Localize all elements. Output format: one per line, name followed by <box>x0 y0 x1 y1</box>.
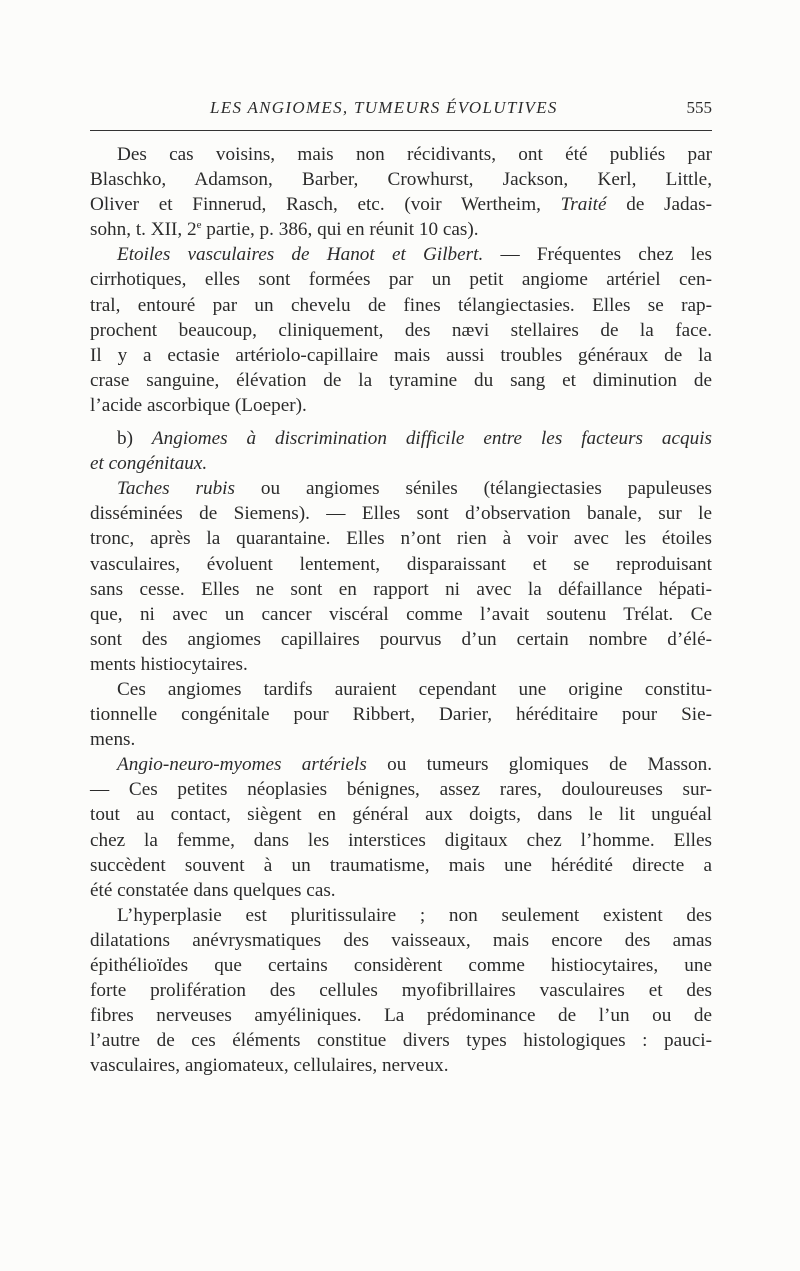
paragraph <box>90 242 712 418</box>
text-line <box>90 267 712 292</box>
text-run: ou angiomes séniles (télangiectasies papuleuses <box>234 478 712 500</box>
text-run: tral, entouré par un chevelu de fines télangiectasies. Elles se rap- <box>90 294 712 316</box>
text-line <box>90 368 712 393</box>
text-line <box>90 242 712 267</box>
paragraph <box>90 426 712 476</box>
text-line <box>90 1003 712 1028</box>
text-line <box>90 1053 712 1078</box>
text-run: chez la femme, dans les interstices digitaux chez l’homme. Elles <box>90 829 712 851</box>
text-line <box>90 217 712 242</box>
text-line <box>90 501 712 526</box>
page-number: 555 <box>686 98 712 117</box>
text-run: Ces angiomes tardifs auraient cependant une origine constitu- <box>117 678 712 700</box>
text-line <box>90 752 712 777</box>
text-line <box>90 1028 712 1053</box>
text-run: tout au contact, siègent en général aux doigts, dans le lit unguéal <box>90 804 712 826</box>
text-line <box>90 903 712 928</box>
text-line <box>90 526 712 551</box>
text-line <box>90 142 712 167</box>
text-run: tronc, après la quarantaine. Elles n’ont rien à voir avec les étoiles <box>90 528 712 550</box>
text-line <box>90 552 712 577</box>
text-line <box>90 777 712 802</box>
text-run: de Jadas- <box>606 194 713 216</box>
text-run: l’autre de ces éléments constitue divers types histologiques : pauci- <box>90 1030 712 1052</box>
text-run: que, ni avec un cancer viscéral comme l’avait soutenu Trélat. Ce <box>90 603 712 625</box>
text-line <box>90 953 712 978</box>
text-run: Il y a ectasie artériolo-capillaire mais aussi troubles généraux de la <box>90 344 712 366</box>
text-line <box>90 928 712 953</box>
text-line <box>90 853 712 878</box>
text-line <box>90 602 712 627</box>
text-line <box>90 978 712 1003</box>
text-line <box>90 451 712 476</box>
paragraph <box>90 752 712 903</box>
text-line <box>90 802 712 827</box>
text-run: cirrhotiques, elles sont formées par un petit angiome artériel cen- <box>90 269 712 291</box>
text-run: succèdent souvent à un traumatisme, mais une hérédité directe a <box>90 854 712 876</box>
text-line <box>90 192 712 217</box>
text-run: été constatée dans quelques cas. <box>90 879 336 901</box>
text-run: disséminées de Siemens). — Elles sont d’observation banale, sur le <box>90 503 712 525</box>
text-line <box>90 318 712 343</box>
text-run: prochent beaucoup, cliniquement, des nævi stellaires de la face. <box>90 319 712 341</box>
text-run: tionnelle congénitale pour Ribbert, Darier, héréditaire pour Sie- <box>90 704 712 726</box>
text-run: épithélioïdes que certains considèrent comme histiocytaires, une <box>90 955 712 976</box>
text-line <box>90 343 712 368</box>
paragraph <box>90 677 712 752</box>
text-run: forte prolifération des cellules myofibrillaires vasculaires et des <box>90 980 712 1002</box>
text-line <box>90 577 712 602</box>
running-head <box>90 98 712 128</box>
text-run: ou tumeurs glomiques de Masson. <box>366 754 712 776</box>
text-line <box>90 393 712 418</box>
text-run: ments histiocytaires. <box>90 653 248 675</box>
italic-text: Angio-neuro-myomes artériels <box>117 754 367 776</box>
text-line <box>90 167 712 192</box>
text-line <box>90 702 712 727</box>
text-line <box>90 727 712 752</box>
text-run: l’acide ascorbique (Loeper). <box>90 394 307 416</box>
italic-text: Traité <box>560 194 607 216</box>
text-run: fibres nerveuses amyéliniques. La prédominance de l’un ou de <box>90 1005 712 1027</box>
italic-text: et congénitaux. <box>90 453 208 475</box>
paragraph <box>90 142 712 242</box>
text-run: vasculaires, angiomateux, cellulaires, nerveux. <box>90 1055 449 1077</box>
text-run: partie, p. 386, qui en réunit 10 cas). <box>201 219 479 241</box>
text-line <box>90 828 712 853</box>
text-run: vasculaires, évoluent lentement, disparaissant et se reproduisant <box>90 553 712 575</box>
body-text <box>90 142 712 1078</box>
text-line <box>90 652 712 677</box>
text-line <box>90 627 712 652</box>
text-line <box>90 476 712 501</box>
text-run: dilatations anévrysmatiques des vaisseaux, mais encore des amas <box>90 929 712 951</box>
header-rule <box>90 130 712 131</box>
text-run: Blaschko, Adamson, Barber, Crowhurst, Jackson, Kerl, Little, <box>90 169 712 191</box>
text-line <box>90 878 712 903</box>
superscript: e <box>196 219 202 232</box>
text-run: b) <box>117 428 152 450</box>
text-run: — Fréquentes chez les <box>483 244 712 266</box>
text-line <box>90 426 712 451</box>
text-run: — Ces petites néoplasies bénignes, assez rares, douloureuses sur- <box>90 779 712 801</box>
text-run: L’hyperplasie est pluritissulaire ; non seulement existent des <box>117 904 712 926</box>
paragraph <box>90 903 712 1079</box>
text-line <box>90 677 712 702</box>
text-run: sans cesse. Elles ne sont en rapport ni avec la défaillance hépati- <box>90 578 712 600</box>
running-title: LES ANGIOMES, TUMEURS ÉVOLUTIVES <box>210 98 558 117</box>
italic-text: Etoiles vasculaires de Hanot et Gilbert. <box>117 244 484 266</box>
text-run: sohn, t. XII, 2 <box>90 219 197 241</box>
text-run: Des cas voisins, mais non récidivants, ont été publiés par <box>117 144 712 165</box>
italic-text: Taches rubis <box>117 478 235 500</box>
paragraph <box>90 476 712 677</box>
text-run: sont des angiomes capillaires pourvus d’un certain nombre d’élé- <box>90 628 712 650</box>
text-line <box>90 293 712 318</box>
text-run: mens. <box>90 729 136 751</box>
text-run: Oliver et Finnerud, Rasch, etc. (voir Wertheim, <box>90 194 561 216</box>
italic-text: Angiomes à discrimination difficile entre les facteurs acquis <box>151 428 713 450</box>
text-run: crase sanguine, élévation de la tyramine du sang et diminution de <box>90 369 712 391</box>
